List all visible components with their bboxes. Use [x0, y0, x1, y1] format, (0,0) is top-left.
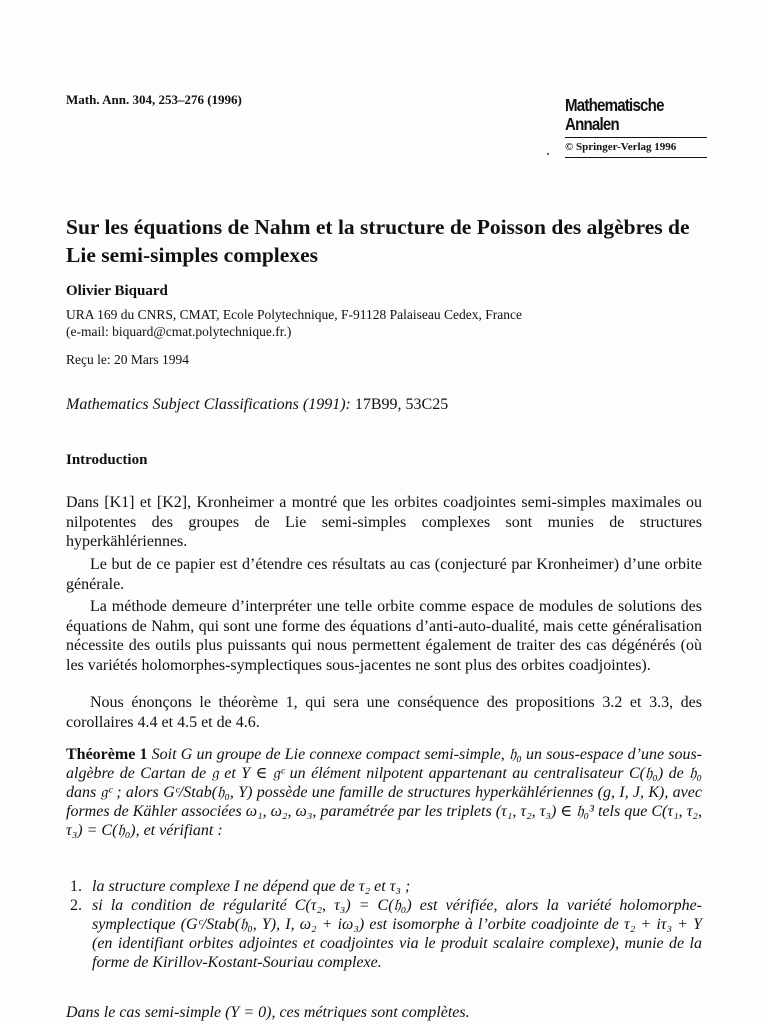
journal-citation: Math. Ann. 304, 253–276 (1996)	[66, 92, 242, 107]
logo-divider	[565, 137, 707, 138]
affiliation-email: (e-mail: biquard@cmat.polytechnique.fr.)	[66, 324, 292, 339]
journal-logo-line2: Annalen	[565, 114, 619, 134]
copyright-notice: © Springer-Verlag 1996	[565, 141, 677, 153]
item-text: la structure complexe I ne dépend que de τ₂ et τ₃ ;	[92, 878, 411, 895]
article-title: Sur les équations de Nahm et la structure de Poisson des algèbres de Lie semi-simples complexes	[66, 215, 690, 267]
theorem-statement	[66, 745, 702, 840]
speck-mark	[547, 153, 549, 155]
theorem-label: Théorème 1	[66, 746, 148, 763]
journal-logo-line1: Mathematische	[565, 95, 664, 115]
msc-codes: 17B99, 53C25	[354, 396, 449, 413]
affiliation-address: URA 169 du CNRS, CMAT, Ecole Polytechnique, F-91128 Palaiseau Cedex, France	[66, 307, 522, 322]
received-date: Reçu le: 20 Mars 1994	[66, 352, 189, 367]
intro-paragraph: Dans [K1] et [K2], Kronheimer a montré que les orbites coadjointes semi-simples maximales ou nilpotentes des groupes de Lie semi-simples complexes sont munies de structures hyperkählériennes.	[66, 494, 702, 551]
intro-paragraph: Nous énonçons le théorème 1, qui sera une conséquence des propositions 3.2 et 3.3, des corollaires 4.4 et 4.5 et de 4.6.	[66, 694, 702, 731]
intro-paragraph: La méthode demeure d’interpréter une telle orbite comme espace de modules de solutions des équations de Nahm, qui sont une forme des équations d’anti-auto-dualité, mais cette généralisation nécessite des outils plus puissants qui nous permettent également de traiter des cas dégénérés (où les variétés holomorphes-symplectiques sous-jacentes ne sont plus des orbites coadjointes).	[66, 598, 702, 674]
intro-paragraph: Le but de ce papier est d’étendre ces résultats au cas (conjecturé par Kronheimer) d’une orbite générale.	[66, 556, 702, 593]
theorem-item	[66, 877, 702, 896]
author-name: Olivier Biquard	[66, 283, 168, 299]
theorem-text: Soit G un groupe de Lie connexe compact semi-simple, 𝔥₀ un sous-espace d’une sous-algèbre de Cartan de 𝔤 et Y ∈ 𝔤ᶜ un élément nilpotent appartenant au centralisateur C(𝔥₀) de 𝔥₀ dans 𝔤ᶜ ; alors Gᶜ/Stab(𝔥₀, Y) possède une famille de structures hyperkählériennes (g, I, J, K), avec formes de Kähler associées ω₁, ω₂, ω₃, paramétrée par les triplets (τ₁, τ₂, τ₃) ∈ 𝔥₀³ tels que C(τ₁, τ₂, τ₃) = C(𝔥₀), et vérifiant :	[66, 746, 702, 839]
msc-classification	[66, 396, 448, 414]
theorem-list	[66, 877, 702, 972]
section-heading: Introduction	[66, 452, 148, 468]
author-affiliation	[66, 306, 716, 340]
msc-label: Mathematics Subject Classifications (1991):	[66, 396, 351, 413]
journal-logo	[565, 96, 707, 158]
theorem-item	[66, 896, 702, 972]
item-number: 1.	[70, 878, 82, 895]
copyright-divider	[565, 157, 707, 158]
semisimple-remark: Dans le cas semi-simple (Y = 0), ces métriques sont complètes.	[66, 1004, 470, 1021]
item-text: si la condition de régularité C(τ₂, τ₃) = C(𝔥₀) est vérifiée, alors la variété holomorphe-symplectique (Gᶜ/Stab(𝔥₀, Y), I, ω₂ + iω₃) est isomorphe à l’orbite coadjointe de τ₂ + iτ₃ + Y (en identifiant orbites adjointes et coadjointes via le produit scalaire complexe), munie de la forme de Kirillov-Kostant-Souriau complexe.	[92, 897, 702, 971]
item-number: 2.	[70, 897, 82, 914]
